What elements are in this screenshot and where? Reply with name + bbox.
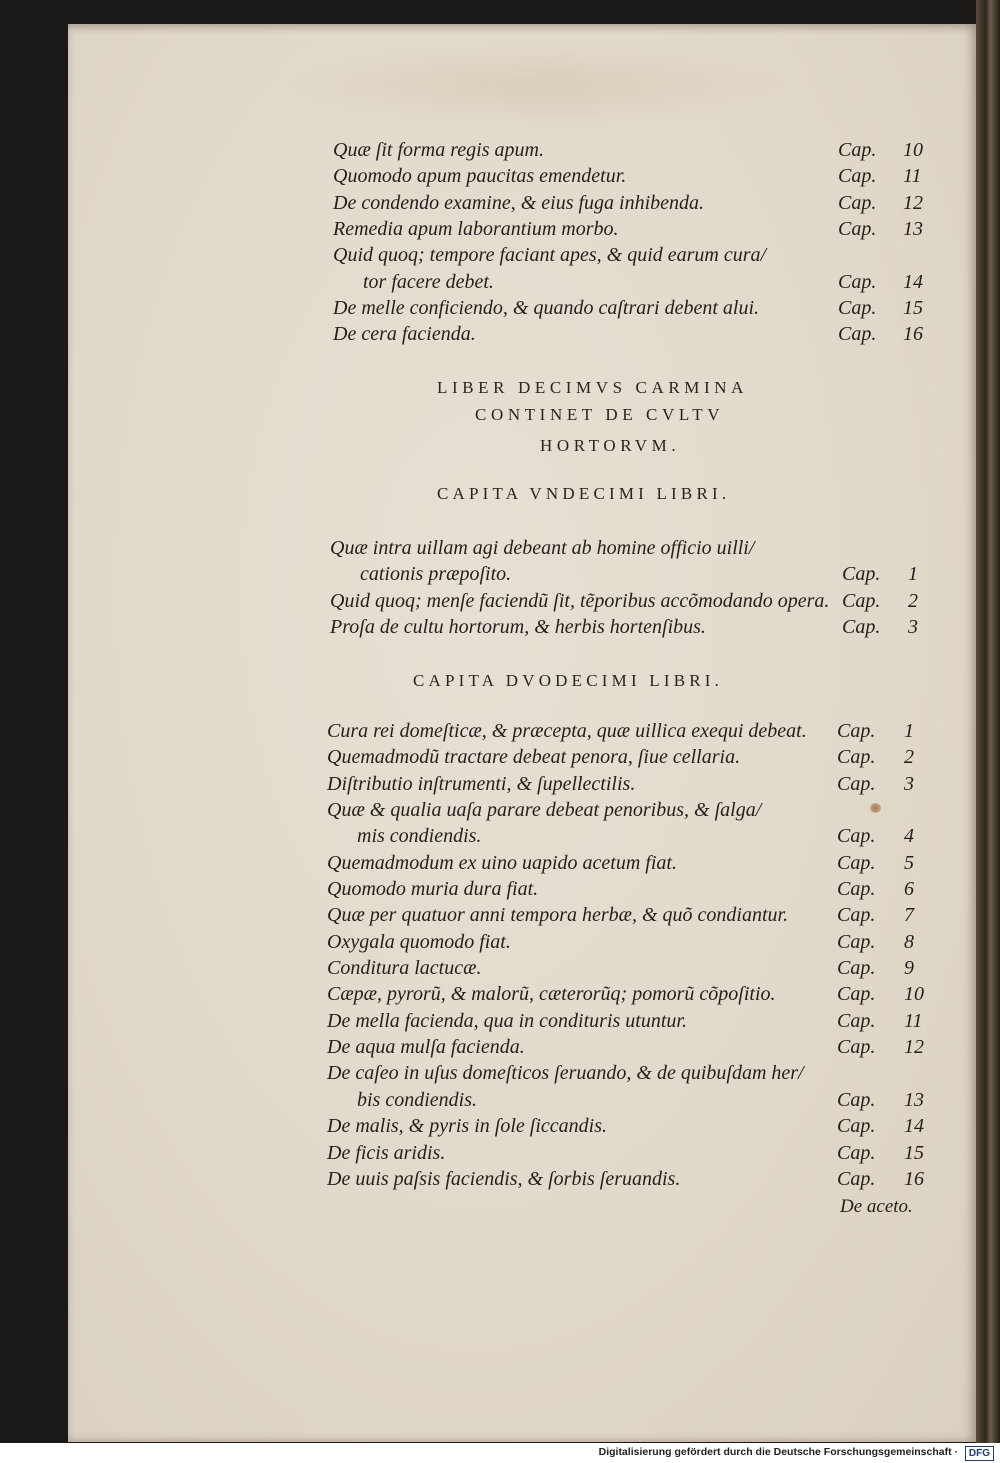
footer-funding-note: Digitalisierung gefördert durch die Deutsche Forschungsgemeinschaft ·	[598, 1446, 958, 1458]
page-edge-shadow	[976, 0, 1000, 1443]
entry-line	[327, 850, 914, 876]
entry-title: Quæ intra uillam agi debeant ab homine officio uilli/	[330, 537, 755, 559]
entry-line	[327, 771, 914, 797]
entry-line-continuation	[327, 1087, 924, 1113]
chapter-number: 5	[904, 851, 914, 874]
chapter-number: 2	[908, 589, 918, 612]
entry-title: De aqua mulſa facienda.	[327, 1036, 525, 1059]
entry-title: Quemadmodum ex uino uapido acetum fiat.	[327, 851, 677, 874]
toc-entry	[327, 850, 914, 876]
chapter-label: Cap.	[837, 878, 876, 901]
toc-entry	[327, 771, 914, 797]
chapter-number: 11	[903, 165, 922, 188]
chapter-number: 14	[904, 1115, 924, 1138]
entry-line	[327, 929, 914, 955]
entry-title: De uuis paſsis faciendis, & ſorbis ſeruandis.	[327, 1167, 681, 1190]
entry-line	[327, 1060, 807, 1086]
book-x-heading-line: CONTINET DE CVLTV	[475, 405, 725, 424]
chapter-number: 9	[904, 957, 914, 980]
toc-entry	[327, 1060, 924, 1113]
chapter-number: 15	[904, 1141, 924, 1164]
entry-title: De mella facienda, qua in condituris utuntur.	[327, 1009, 687, 1032]
entry-title: Quæ ſit forma regis apum.	[333, 139, 544, 161]
catchword: De aceto.	[840, 1196, 913, 1217]
entry-line	[327, 902, 914, 928]
chapter-label: Cap.	[837, 983, 876, 1006]
toc-entry	[327, 718, 914, 744]
chapter-number: 10	[903, 139, 923, 161]
entry-line	[333, 295, 923, 321]
toc-entry	[333, 242, 923, 295]
chapter-label: Cap.	[837, 1088, 876, 1111]
book-x-heading-line: LIBER DECIMVS CARMINA	[437, 378, 749, 397]
entry-line	[330, 614, 918, 640]
entry-line	[327, 1166, 924, 1192]
chapter-number: 8	[904, 930, 914, 953]
entry-line	[327, 876, 914, 902]
entry-line	[330, 588, 918, 614]
chapter-number: 1	[908, 563, 918, 586]
toc-entry	[330, 535, 918, 588]
chapter-number: 3	[904, 772, 914, 795]
chapter-number: 2	[904, 746, 914, 769]
entry-line	[327, 1140, 924, 1166]
chapter-number: 10	[904, 983, 924, 1006]
entry-line	[327, 1113, 924, 1139]
entry-line	[333, 216, 923, 242]
entry-line	[333, 163, 922, 189]
chapter-label: Cap.	[837, 904, 876, 927]
toc-entry	[333, 216, 923, 242]
chapter-number: 16	[903, 323, 923, 346]
paper-stain	[280, 40, 800, 130]
chapter-number: 12	[904, 1036, 924, 1059]
entry-title: Oxygala quomodo fiat.	[327, 930, 511, 953]
chapter-label: Cap.	[837, 851, 876, 874]
chapter-label: Cap.	[838, 270, 877, 293]
entry-title: Quæ & qualia uaſa parare debeat penoribus, & ſalga/	[327, 799, 762, 822]
chapter-label: Cap.	[837, 772, 876, 795]
entry-line	[333, 137, 923, 163]
chapter-number: 7	[904, 904, 914, 927]
book-ix-chapter-list	[333, 137, 923, 348]
toc-entry	[327, 1113, 924, 1139]
toc-entry	[327, 797, 914, 850]
chapter-number: 3	[908, 616, 918, 639]
chapter-number: 11	[904, 1009, 923, 1032]
entry-line	[330, 535, 829, 561]
entry-line-continuation	[333, 269, 923, 295]
entry-title: Diſtributio inſtrumenti, & ſupellectilis.	[327, 772, 636, 795]
entry-line	[333, 321, 923, 347]
toc-entry	[327, 876, 914, 902]
entry-line	[333, 242, 766, 268]
toc-entry	[330, 614, 918, 640]
entry-title: Quemadmodũ tractare debeat penora, ſiue cellaria.	[327, 746, 741, 769]
chapter-label: Cap.	[838, 191, 877, 214]
entry-title: Conditura lactucæ.	[327, 957, 482, 980]
chapter-number: 14	[903, 270, 923, 293]
chapter-number: 16	[904, 1167, 924, 1190]
chapter-number: 12	[903, 191, 923, 214]
toc-entry	[327, 981, 924, 1007]
entry-title: Cæpæ, pyrorũ, & malorũ, cæterorũq; pomorũ cõpoſitio.	[327, 983, 776, 1006]
entry-title: Proſa de cultu hortorum, & herbis hortenſibus.	[330, 616, 706, 639]
ink-stain	[870, 803, 881, 813]
toc-entry	[333, 295, 923, 321]
entry-title: mis condiendis.	[357, 825, 482, 848]
chapter-number: 15	[903, 297, 923, 320]
chapter-label: Cap.	[837, 1115, 876, 1138]
toc-entry	[327, 1008, 923, 1034]
entry-title: Quæ per quatuor anni tempora herbæ, & quõ condiantur.	[327, 904, 789, 927]
chapter-label: Cap.	[842, 589, 881, 612]
toc-entry	[327, 1166, 924, 1192]
entry-title: bis condiendis.	[357, 1088, 477, 1111]
entry-line	[327, 1034, 924, 1060]
toc-entry	[327, 1034, 924, 1060]
entry-title: De malis, & pyris in ſole ſiccandis.	[327, 1115, 607, 1138]
chapter-label: Cap.	[838, 297, 877, 320]
toc-entry	[327, 1140, 924, 1166]
book-x-heading-line: HORTORVM.	[540, 436, 681, 455]
entry-line	[327, 1008, 923, 1034]
chapter-label: Cap.	[837, 720, 876, 742]
entry-title: Quomodo apum paucitas emendetur.	[333, 165, 627, 188]
toc-entry	[330, 588, 918, 614]
book-xii-heading: CAPITA DVODECIMI LIBRI.	[413, 671, 724, 690]
toc-entry	[327, 744, 914, 770]
book-xi-heading: CAPITA VNDECIMI LIBRI.	[437, 484, 731, 503]
toc-entry	[333, 190, 923, 216]
chapter-label: Cap.	[842, 563, 881, 586]
book-xi-chapter-list	[330, 535, 918, 640]
toc-entry	[333, 137, 923, 163]
toc-entry	[327, 902, 914, 928]
dfg-logo-icon: DFG	[965, 1446, 994, 1461]
entry-title: tor facere debet.	[363, 270, 494, 293]
entry-title: Quid quoq; tempore faciant apes, & quid earum cura/	[333, 244, 767, 267]
entry-line	[327, 744, 914, 770]
toc-entry	[333, 163, 922, 189]
entry-title: De melle conficiendo, & quando caſtrari debent alui.	[333, 297, 760, 320]
entry-line	[333, 190, 923, 216]
chapter-label: Cap.	[838, 139, 877, 161]
chapter-number: 6	[904, 878, 914, 901]
entry-title: De ficis aridis.	[327, 1141, 446, 1164]
entry-line	[327, 955, 914, 981]
entry-title: De caſeo in uſus domeſticos ſeruando, & de quibuſdam her/	[327, 1062, 804, 1085]
entry-line	[327, 718, 914, 744]
chapter-label: Cap.	[837, 957, 876, 980]
entry-line	[327, 981, 924, 1007]
chapter-number: 4	[904, 825, 914, 848]
entry-line	[327, 797, 807, 823]
toc-entry	[333, 321, 923, 347]
entry-title: cationis præpoſito.	[360, 563, 512, 586]
chapter-label: Cap.	[838, 165, 877, 188]
chapter-label: Cap.	[838, 323, 877, 346]
entry-line-continuation	[330, 561, 918, 587]
entry-title: Remedia apum laborantium morbo.	[333, 218, 619, 241]
chapter-number: 13	[904, 1088, 924, 1111]
entry-title: De cera facienda.	[333, 323, 476, 346]
chapter-label: Cap.	[837, 930, 876, 953]
chapter-label: Cap.	[842, 616, 881, 639]
chapter-label: Cap.	[837, 1036, 876, 1059]
chapter-number: 13	[903, 218, 923, 241]
entry-line-continuation	[327, 823, 914, 849]
chapter-label: Cap.	[837, 746, 876, 769]
entry-title: Quid quoq; menſe faciendũ ſit, tẽporibus accõmodando opera.	[330, 589, 830, 612]
entry-title: Cura rei domeſticæ, & præcepta, quæ uillica exequi debeat.	[327, 720, 807, 742]
chapter-label: Cap.	[837, 1009, 876, 1032]
chapter-number: 1	[904, 720, 914, 742]
chapter-label: Cap.	[838, 218, 877, 241]
chapter-label: Cap.	[837, 825, 876, 848]
chapter-label: Cap.	[837, 1167, 876, 1190]
entry-title: Quomodo muria dura fiat.	[327, 878, 539, 901]
book-xii-chapter-list	[327, 718, 924, 1192]
chapter-label: Cap.	[837, 1141, 876, 1164]
toc-entry	[327, 955, 914, 981]
entry-title: De condendo examine, & eius fuga inhibenda.	[333, 191, 705, 214]
footer-bar	[0, 1443, 1000, 1463]
toc-entry	[327, 929, 914, 955]
